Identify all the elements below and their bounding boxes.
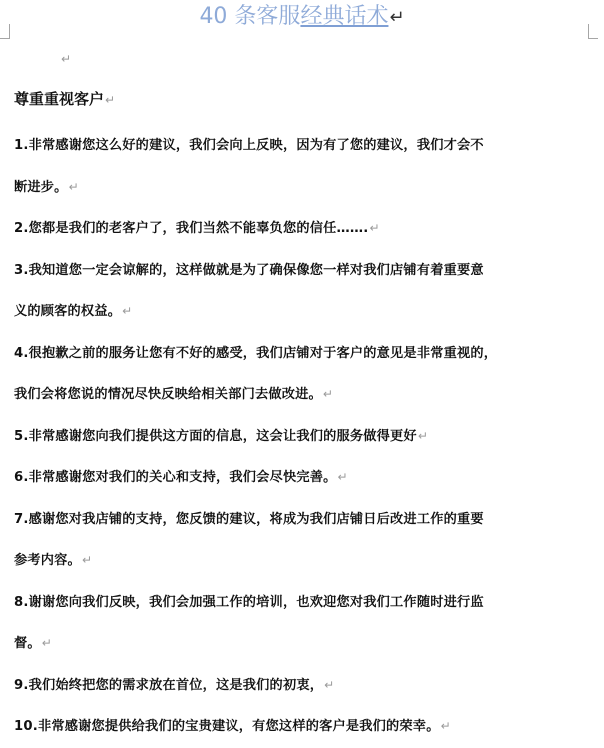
paragraph-line: 1.非常感谢您这么好的建议，我们会向上反映，因为有了您的建议，我们才会不 bbox=[14, 138, 484, 153]
paragraph-line-last: 9.我们始终把您的需求放在首位，这是我们的初衷，↵ bbox=[14, 677, 335, 693]
paragraph-line: 8.谢谢您向我们反映，我们会加强工作的培训，也欢迎您对我们工作随时进行监 bbox=[14, 594, 484, 610]
title-prefix: 40 条客服 bbox=[199, 4, 301, 29]
paragraph-mark-icon: ↵ bbox=[389, 7, 405, 28]
paragraph-mark-icon: ↵ bbox=[61, 52, 72, 66]
paragraph-2[interactable] bbox=[14, 208, 594, 250]
paragraph-mark-icon: ↵ bbox=[417, 428, 429, 443]
empty-paragraph[interactable] bbox=[60, 48, 71, 68]
paragraph-line: 3.我知道您一定会谅解的，这样做就是为了确保像您一样对我们店铺有着重要意 bbox=[14, 262, 484, 278]
paragraph-mark-icon: ↵ bbox=[440, 719, 451, 733]
paragraph-mark-icon: ↵ bbox=[41, 636, 53, 650]
paragraph-4[interactable] bbox=[14, 333, 594, 416]
section-heading[interactable] bbox=[14, 86, 594, 113]
document-body[interactable] bbox=[14, 86, 594, 748]
paragraph-line: 7.感谢您对我店铺的支持，您反馈的建议，将成为我们店铺日后改进工作的重要 bbox=[14, 511, 484, 527]
paragraph-3[interactable] bbox=[14, 250, 594, 333]
document-title bbox=[0, 2, 604, 33]
paragraph-line-last: 2.您都是我们的老客户了，我们当然不能辜负您的信任…….↵ bbox=[14, 221, 380, 236]
paragraph-line-last: 督。↵ bbox=[14, 636, 53, 651]
section-heading-text: 尊重重视客户 bbox=[14, 90, 105, 108]
paragraph-mark-icon: ↵ bbox=[122, 304, 133, 318]
paragraph-10[interactable] bbox=[14, 706, 594, 748]
paragraph-line-last: 义的顾客的权益。↵ bbox=[14, 304, 133, 319]
paragraph-5[interactable] bbox=[14, 416, 594, 458]
paragraph-line-last: 10.非常感谢您提供给我们的宝贵建议，有您这样的客户是我们的荣幸。↵ bbox=[14, 719, 451, 734]
paragraph-line-last: 参考内容。↵ bbox=[14, 553, 93, 568]
title-underlined-text: 经典话术 bbox=[300, 4, 389, 29]
paragraph-mark-icon: ↵ bbox=[337, 470, 348, 484]
paragraph-6[interactable] bbox=[14, 457, 594, 499]
paragraph-mark-icon: ↵ bbox=[81, 553, 93, 567]
paragraph-8[interactable] bbox=[14, 582, 594, 665]
paragraph-7[interactable] bbox=[14, 499, 594, 582]
paragraph-mark-icon: ↵ bbox=[324, 677, 335, 692]
paragraph-mark-icon: ↵ bbox=[322, 387, 334, 401]
paragraph-line-last: 断进步。↵ bbox=[14, 179, 79, 195]
paragraph-line: 4.很抱歉之前的服务让您有不好的感受，我们店铺对于客户的意见是非常重视的， bbox=[14, 345, 498, 361]
paragraph-1[interactable] bbox=[14, 125, 594, 208]
paragraph-mark-icon: ↵ bbox=[369, 221, 380, 235]
paragraph-mark-icon: ↵ bbox=[68, 179, 79, 194]
paragraph-line-last: 我们会将您说的情况尽快反映给相关部门去做改进。↵ bbox=[14, 387, 334, 402]
paragraph-9[interactable] bbox=[14, 665, 594, 707]
paragraph-line-last: 5.非常感谢您向我们提供这方面的信息，这会让我们的服务做得更好↵ bbox=[14, 428, 429, 444]
paragraph-mark-icon: ↵ bbox=[105, 93, 116, 107]
paragraph-line-last: 6.非常感谢您对我们的关心和支持，我们会尽快完善。↵ bbox=[14, 470, 348, 485]
